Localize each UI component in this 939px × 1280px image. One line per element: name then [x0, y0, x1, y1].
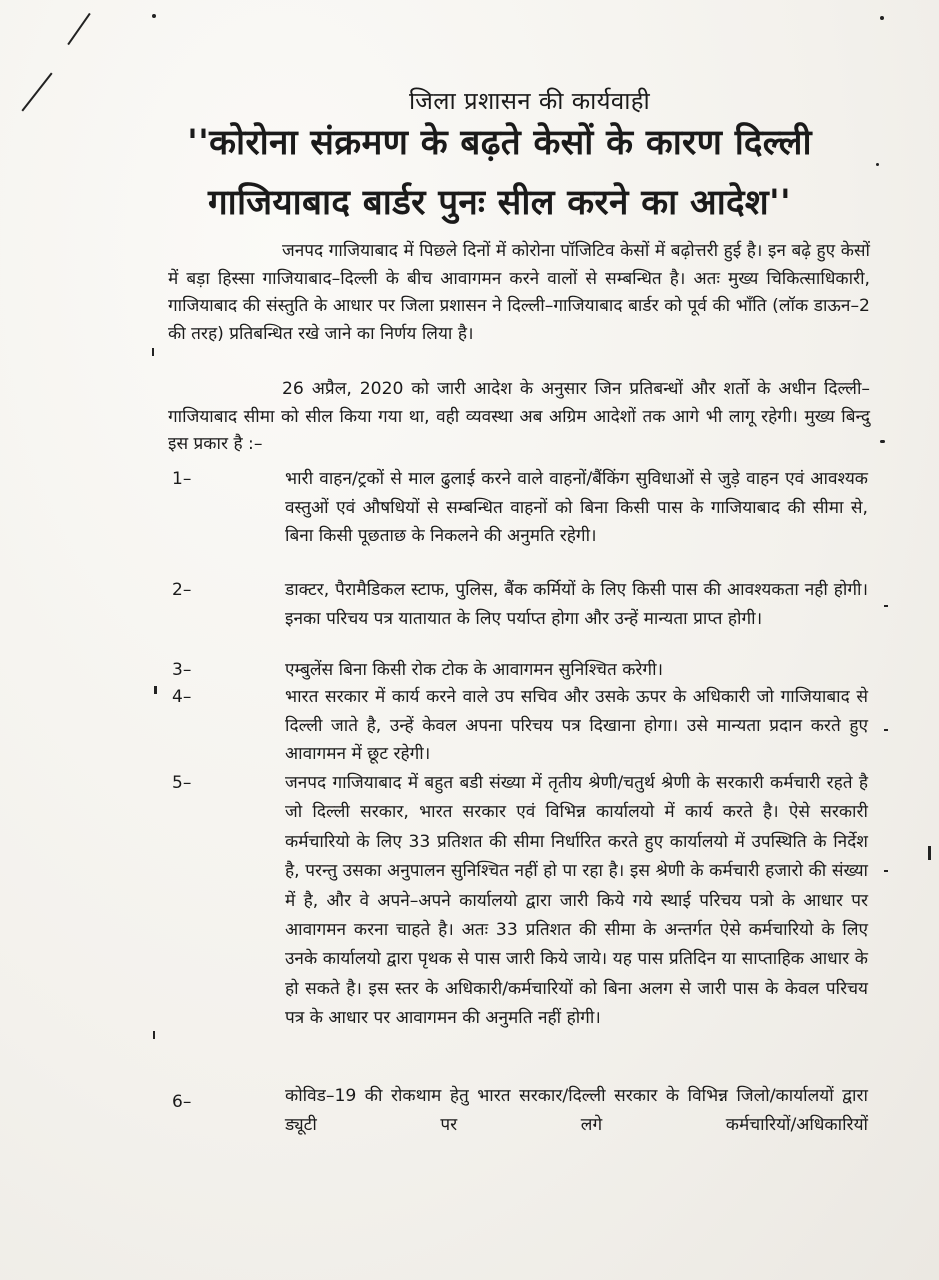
speck: [154, 686, 157, 694]
list-item-number: 3–: [172, 660, 192, 680]
speck: [152, 348, 154, 356]
list-item-number: 4–: [172, 687, 192, 707]
speck: [884, 870, 888, 872]
list-item-number: 1–: [172, 469, 192, 489]
speck: [928, 846, 931, 860]
list-item-text: भारत सरकार में कार्य करने वाले उप सचिव और उसके ऊपर के अधिकारी जो गाजियाबाद से दिल्ली जाते है, उन्हें केवल अपना परिचय पत्र दिखाना होगा। उसे मान्यता प्रदान करते हुए आवागमन में छूट रहेगी।: [285, 687, 868, 764]
list-item-text: कोविड–19 की रोकथाम हेतु भारत सरकार/दिल्ली सरकार के विभिन्न जिलो/कार्यालयों द्वारा ड्यूटी पर लगे कर्मचारियों/अधिकारियों: [285, 1086, 868, 1135]
document-title-line1: ''कोरोना संक्रमण के बढ़ते केसों के कारण दिल्ली: [187, 123, 812, 163]
list-item-text: भारी वाहन/ट्रकों से माल ढुलाई करने वाले वाहनों/बैंकिंग सुविधाओं से जुड़े वाहन एवं आवश्यक वस्तुओं एवं औषधियों से सम्बन्धित वाहनों को बिना किसी पास के गाजियाबाद की सीमा से, बिना किसी पूछताछ के निकलने की अनुमति रहेगी।: [285, 469, 868, 546]
speck: [153, 1031, 155, 1039]
list-item-number: 5–: [172, 773, 192, 793]
list-item-number: 2–: [172, 580, 192, 600]
list-item-text: डाक्टर, पैरामैडिकल स्टाफ, पुलिस, बैंक कर्मियों के लिए किसी पास की आवश्यकता नही होगी। इनका परिचय पत्र यातायात के लिए पर्याप्त होगा और उन्हें मान्यता प्राप्त होगी।: [285, 580, 868, 629]
pen-mark: [67, 13, 90, 45]
paragraph-intro: जनपद गाजियाबाद में पिछले दिनों में कोरोना पॉजिटिव केसों में बढ़ोत्तरी हुई है। इन बढ़े हुए केसों में बड़ा हिस्सा गाजियाबाद–दिल्ली के बीच आवागमन करने वालों से सम्बन्धित है। अतः मुख्य चिकित्साधिकारी, गाजियाबाद की संस्तुति के आधार पर जिला प्रशासन ने दिल्ली–गाजियाबाद बार्डर को पूर्व की भाँति (लॉक डाऊन–2 की तरह) प्रतिबन्धित रखे जाने का निर्णय लिया है।: [168, 241, 870, 344]
document-title-line2: गाजियाबाद बार्डर पुनः सील करने का आदेश'': [207, 183, 792, 223]
speck: [880, 16, 884, 20]
speck: [884, 605, 888, 607]
list-item-number: 6–: [172, 1092, 192, 1112]
paragraph-order: 26 अप्रैल, 2020 को जारी आदेश के अनुसार जिन प्रतिबन्धों और शर्तो के अधीन दिल्ली–गाजियाबाद सीमा को सील किया गया था, वही व्यवस्था अब अग्रिम आदेशों तक आगे भी लागू रहेगी। मुख्य बिन्दु इस प्रकार है :–: [168, 379, 870, 454]
speck: [884, 729, 888, 731]
list-item-text: जनपद गाजियाबाद में बहुत बडी संख्या में तृतीय श्रेणी/चतुर्थ श्रेणी के सरकारी कर्मचारी रहते है जो दिल्ली सरकार, भारत सरकार एवं विभिन्न कार्यालयो में कार्य करते है। ऐसे सरकारी कर्मचारियो के लिए 33 प्रतिशत की सीमा निर्धारित करते हुए कार्यालयो में उपस्थिति के निर्देश है, परन्तु उसका अनुपालन सुनिश्चित नहीं हो पा रहा है। इस श्रेणी के कर्मचारी हजारो की संख्या में है, और वे अपने–अपने कार्यालयो द्वारा जारी किये गये स्थाई परिचय पत्रो के आधार पर आवागमन करना चाहते है। अतः 33 प्रतिशत की सीमा के अन्तर्गत ऐसे कर्मचारियो के लिए उनके कार्यालयो द्वारा पृथक से पास जारी किये जाये। यह पास प्रतिदिन या साप्ताहिक आधार के हो सकते है। इस स्तर के अधिकारी/कर्मचारियों को बिना अलग से जारी पास के केवल परिचय पत्र के आधार पर आवागमन की अनुमति नहीं होगी।: [285, 773, 868, 1029]
speck: [152, 14, 156, 18]
document-subheading: जिला प्रशासन की कार्यवाही: [408, 87, 651, 115]
speck: [880, 440, 885, 443]
list-item-text: एम्बुलेंस बिना किसी रोक टोक के आवागमन सुनिश्चित करेगी।: [285, 660, 664, 680]
